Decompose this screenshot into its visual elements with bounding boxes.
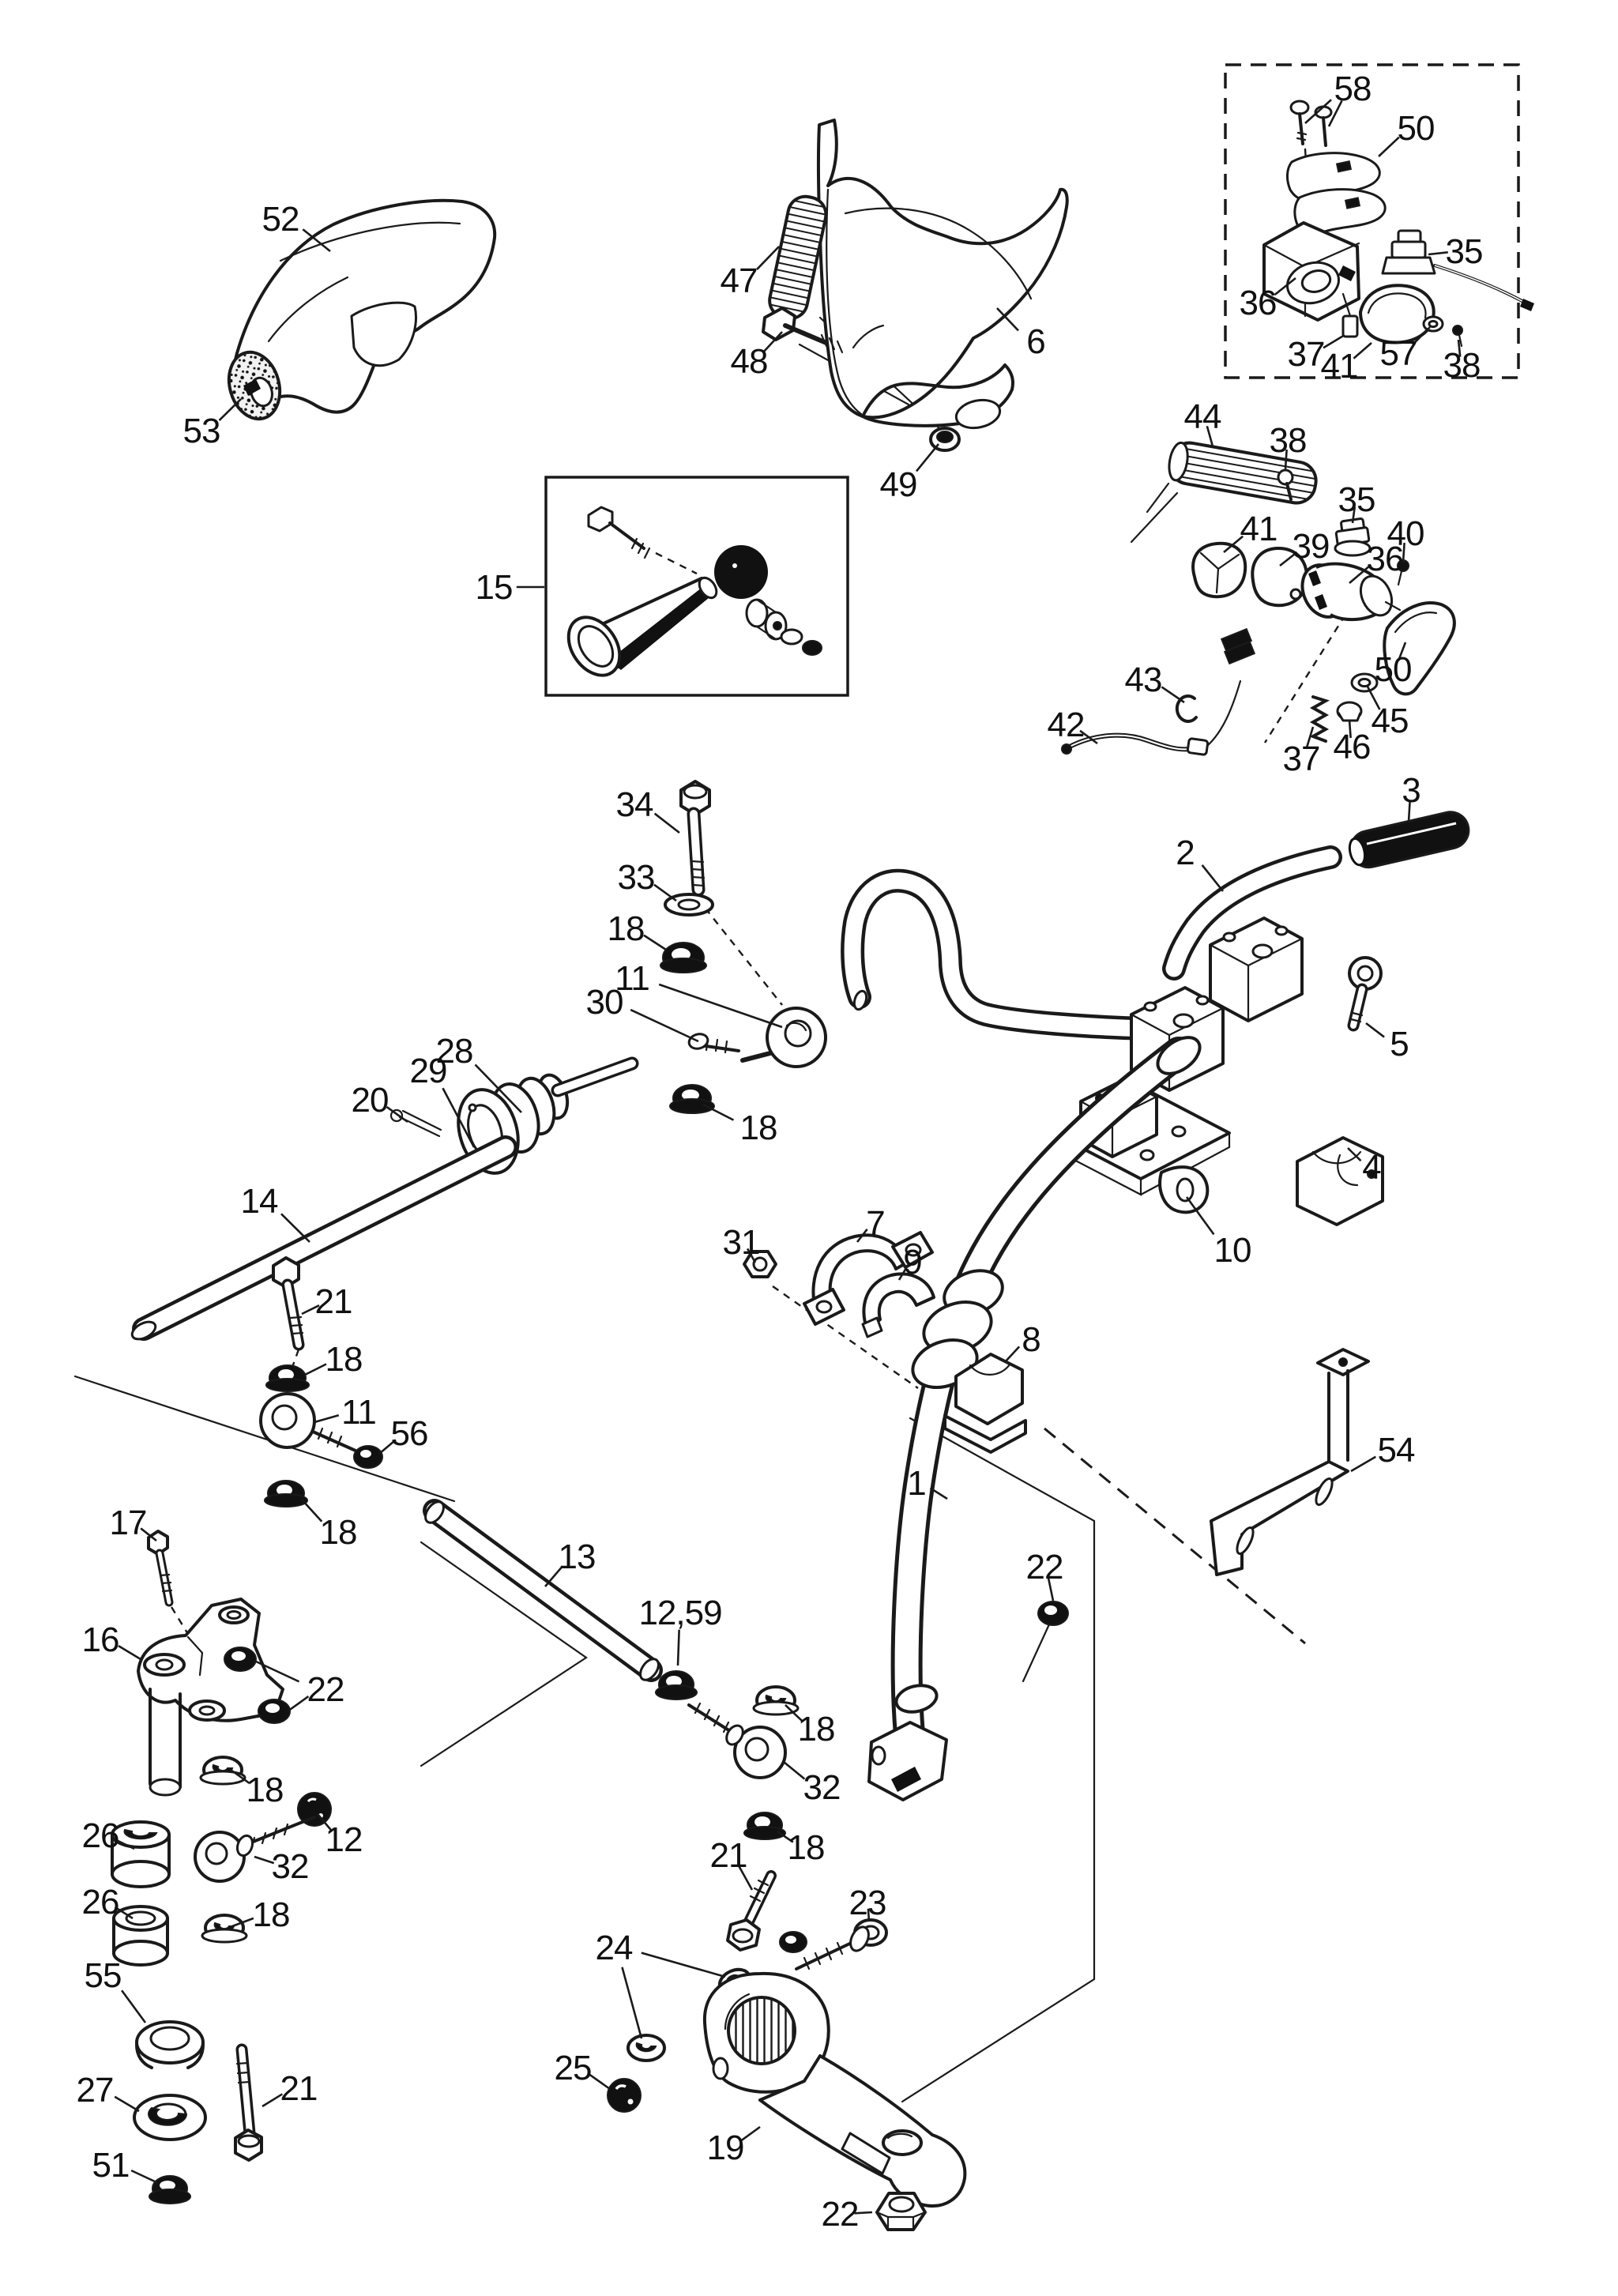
part-number-16: 16 bbox=[81, 1620, 119, 1659]
part-number-11: 11 bbox=[341, 1393, 376, 1432]
part-number-18: 18 bbox=[607, 909, 645, 948]
part-washer-45 bbox=[1352, 674, 1377, 691]
part-number-5: 5 bbox=[1390, 1025, 1409, 1063]
leader-line-33 bbox=[654, 885, 676, 901]
inset-horn-detail bbox=[546, 477, 848, 695]
part-spring-37b bbox=[1313, 697, 1326, 741]
leader-line-21 bbox=[262, 2094, 282, 2106]
part-number-35: 35 bbox=[1445, 232, 1483, 271]
part-tie-rod-13 bbox=[422, 1499, 662, 1684]
part-housing-36-inset bbox=[1264, 223, 1359, 320]
part-number-23: 23 bbox=[849, 1884, 886, 1922]
part-bolt-21a bbox=[273, 1258, 303, 1372]
part-bushing-18f bbox=[202, 1915, 246, 1942]
part-number-49: 49 bbox=[879, 465, 917, 504]
part-number-17: 17 bbox=[109, 1504, 147, 1542]
part-number-45: 45 bbox=[1371, 702, 1409, 740]
part-number-58: 58 bbox=[1334, 70, 1372, 108]
handlebar-clamp-block-upper bbox=[1210, 918, 1302, 1021]
part-number-21: 21 bbox=[709, 1836, 747, 1875]
part-number-50: 50 bbox=[1374, 650, 1412, 689]
leader-line-25 bbox=[589, 2075, 610, 2089]
leader-line-22 bbox=[288, 1696, 308, 1711]
part-number-53: 53 bbox=[182, 412, 220, 450]
part-horn-nut bbox=[803, 641, 822, 655]
part-bolt-21b bbox=[235, 2049, 262, 2160]
part-number-42: 42 bbox=[1047, 706, 1085, 744]
leader-line-5 bbox=[1366, 1023, 1384, 1037]
part-number-41: 41 bbox=[1320, 347, 1358, 386]
inset-switch-detail bbox=[1225, 65, 1534, 378]
part-bearing-55 bbox=[137, 2022, 203, 2068]
leader-line-8 bbox=[1005, 1346, 1019, 1362]
part-number-7: 7 bbox=[866, 1204, 885, 1243]
part-number-55: 55 bbox=[84, 1956, 122, 1995]
part-number-47: 47 bbox=[720, 262, 758, 300]
leader-line-34 bbox=[655, 814, 679, 833]
part-number-36: 36 bbox=[1239, 284, 1277, 322]
leader-line-51 bbox=[131, 2170, 156, 2182]
part-number-43: 43 bbox=[1124, 661, 1162, 699]
part-cover-6 bbox=[818, 120, 1067, 431]
part-number-18: 18 bbox=[252, 1895, 290, 1934]
part-number-18: 18 bbox=[319, 1513, 357, 1552]
part-number-35: 35 bbox=[1338, 480, 1375, 519]
leader-line-18 bbox=[703, 1105, 734, 1120]
leader-line-18 bbox=[305, 1364, 326, 1375]
part-cover-41b bbox=[1193, 544, 1245, 597]
part-ring-57 bbox=[1424, 317, 1443, 331]
part-number-44: 44 bbox=[1183, 397, 1221, 436]
part-bushing-18a bbox=[660, 943, 706, 973]
part-washer-dark bbox=[780, 1932, 807, 1952]
leader-line-27 bbox=[115, 2097, 139, 2111]
part-number-2: 2 bbox=[1176, 834, 1195, 872]
part-horn-washer bbox=[781, 630, 802, 644]
part-number-18: 18 bbox=[325, 1340, 363, 1379]
leader-line-18 bbox=[302, 1500, 322, 1522]
part-number-22: 22 bbox=[307, 1670, 344, 1709]
leader-line-20 bbox=[387, 1107, 408, 1122]
part-number-10: 10 bbox=[1214, 1231, 1251, 1270]
part-number-38: 38 bbox=[1269, 421, 1307, 460]
part-bushing-18e bbox=[201, 1757, 245, 1784]
part-number-27: 27 bbox=[76, 2071, 114, 2110]
part-bolt-23 bbox=[796, 1920, 886, 1969]
part-number-56: 56 bbox=[390, 1414, 428, 1453]
part-bushing-18h bbox=[744, 1812, 785, 1839]
part-number-28: 28 bbox=[435, 1032, 473, 1071]
part-number-37: 37 bbox=[1282, 740, 1320, 778]
part-number-4: 4 bbox=[1362, 1148, 1381, 1187]
leader-line-50 bbox=[1379, 137, 1399, 156]
part-number-31: 31 bbox=[722, 1223, 760, 1262]
leader-line-14 bbox=[281, 1214, 310, 1242]
part-nut-22c bbox=[877, 2193, 925, 2230]
leader-line-55 bbox=[122, 1990, 145, 2023]
part-screw-38-inset bbox=[1453, 326, 1462, 346]
leader-line-43 bbox=[1161, 687, 1184, 702]
part-number-13: 13 bbox=[558, 1538, 596, 1576]
part-number-9: 9 bbox=[903, 1243, 922, 1282]
leader-line-18 bbox=[644, 935, 666, 950]
part-bushing-18c bbox=[266, 1365, 309, 1391]
part-nut-22b bbox=[1023, 1602, 1068, 1681]
part-number-11: 11 bbox=[615, 959, 649, 998]
part-number-12: 12 bbox=[325, 1820, 363, 1859]
part-nut-51 bbox=[149, 2176, 190, 2204]
part-number-29: 29 bbox=[409, 1052, 447, 1090]
part-washer-27 bbox=[134, 2095, 205, 2140]
leader-line-53 bbox=[220, 399, 242, 420]
part-bushing-26a bbox=[112, 1822, 169, 1887]
leader-line-54 bbox=[1351, 1457, 1375, 1471]
part-number-20: 20 bbox=[351, 1081, 389, 1120]
part-number-22: 22 bbox=[1025, 1548, 1063, 1586]
part-bracket-54 bbox=[1211, 1349, 1368, 1575]
part-number-50: 50 bbox=[1397, 109, 1435, 148]
part-number-18: 18 bbox=[246, 1771, 284, 1809]
part-cotter-pin-20 bbox=[391, 1110, 441, 1136]
part-number-19: 19 bbox=[706, 2129, 744, 2167]
part-number-37: 37 bbox=[1287, 335, 1325, 374]
part-bolt-17 bbox=[149, 1531, 171, 1602]
part-number-12,59: 12,59 bbox=[638, 1594, 722, 1632]
part-nut-56 bbox=[354, 1446, 382, 1468]
part-number-18: 18 bbox=[787, 1828, 825, 1867]
part-nut-46 bbox=[1338, 702, 1361, 721]
part-horn-spacer bbox=[747, 600, 786, 639]
part-number-52: 52 bbox=[262, 200, 299, 239]
part-number-1: 1 bbox=[907, 1464, 926, 1503]
part-horn-trumpet bbox=[558, 574, 720, 684]
leader-line-49 bbox=[916, 444, 939, 471]
part-number-15: 15 bbox=[475, 568, 513, 607]
part-horn-bolt bbox=[589, 507, 697, 574]
leader-line-16 bbox=[119, 1646, 141, 1659]
part-horn-bulb bbox=[714, 545, 768, 599]
part-number-32: 32 bbox=[271, 1847, 309, 1886]
leader-line-30 bbox=[630, 1010, 698, 1041]
part-nut-18b bbox=[670, 1085, 714, 1113]
leader-line-24 bbox=[642, 1953, 725, 1977]
part-tie-rod-end-11a bbox=[687, 1008, 826, 1067]
leader-line-32 bbox=[784, 1762, 804, 1779]
part-number-24: 24 bbox=[595, 1929, 633, 1967]
leader-line-24 bbox=[622, 1967, 642, 2038]
part-bushing-18d bbox=[265, 1481, 307, 1507]
part-nut-25 bbox=[608, 2079, 641, 2112]
part-number-57: 57 bbox=[1379, 334, 1417, 373]
part-bushing-26b bbox=[114, 1906, 167, 1965]
part-number-48: 48 bbox=[730, 342, 768, 381]
part-steering-arm-19 bbox=[705, 1974, 965, 2206]
part-number-18: 18 bbox=[739, 1108, 777, 1147]
part-bolt-5 bbox=[1349, 958, 1381, 1026]
part-number-46: 46 bbox=[1333, 728, 1371, 766]
leader-line-2 bbox=[1202, 865, 1223, 891]
part-number-30: 30 bbox=[585, 983, 623, 1022]
part-bolt-34 bbox=[681, 781, 709, 890]
part-number-8: 8 bbox=[1022, 1320, 1040, 1359]
part-number-3: 3 bbox=[1402, 771, 1420, 810]
part-number-21: 21 bbox=[314, 1282, 352, 1321]
part-nut-12-59 bbox=[656, 1671, 697, 1699]
leader-line-11 bbox=[659, 984, 782, 1027]
part-number-40: 40 bbox=[1387, 514, 1424, 553]
part-number-33: 33 bbox=[617, 858, 655, 897]
part-number-18: 18 bbox=[797, 1710, 835, 1748]
part-number-25: 25 bbox=[554, 2049, 592, 2087]
leader-line-11 bbox=[314, 1415, 339, 1422]
part-number-54: 54 bbox=[1377, 1431, 1415, 1470]
part-number-38: 38 bbox=[1443, 346, 1481, 385]
part-number-14: 14 bbox=[240, 1182, 278, 1221]
part-number-36: 36 bbox=[1366, 540, 1404, 578]
part-number-22: 22 bbox=[821, 2195, 859, 2234]
part-number-26: 26 bbox=[81, 1816, 119, 1855]
part-number-39: 39 bbox=[1292, 527, 1330, 566]
part-number-41: 41 bbox=[1240, 510, 1277, 548]
part-number-26: 26 bbox=[81, 1883, 119, 1921]
part-number-32: 32 bbox=[803, 1768, 841, 1807]
leader-line-12,59 bbox=[678, 1630, 679, 1666]
part-switch-35b bbox=[1335, 518, 1370, 555]
part-number-51: 51 bbox=[92, 2146, 130, 2185]
part-number-34: 34 bbox=[615, 785, 653, 824]
leader-line-37 bbox=[1323, 335, 1345, 348]
part-number-6: 6 bbox=[1026, 322, 1045, 361]
part-number-21: 21 bbox=[280, 2069, 318, 2108]
